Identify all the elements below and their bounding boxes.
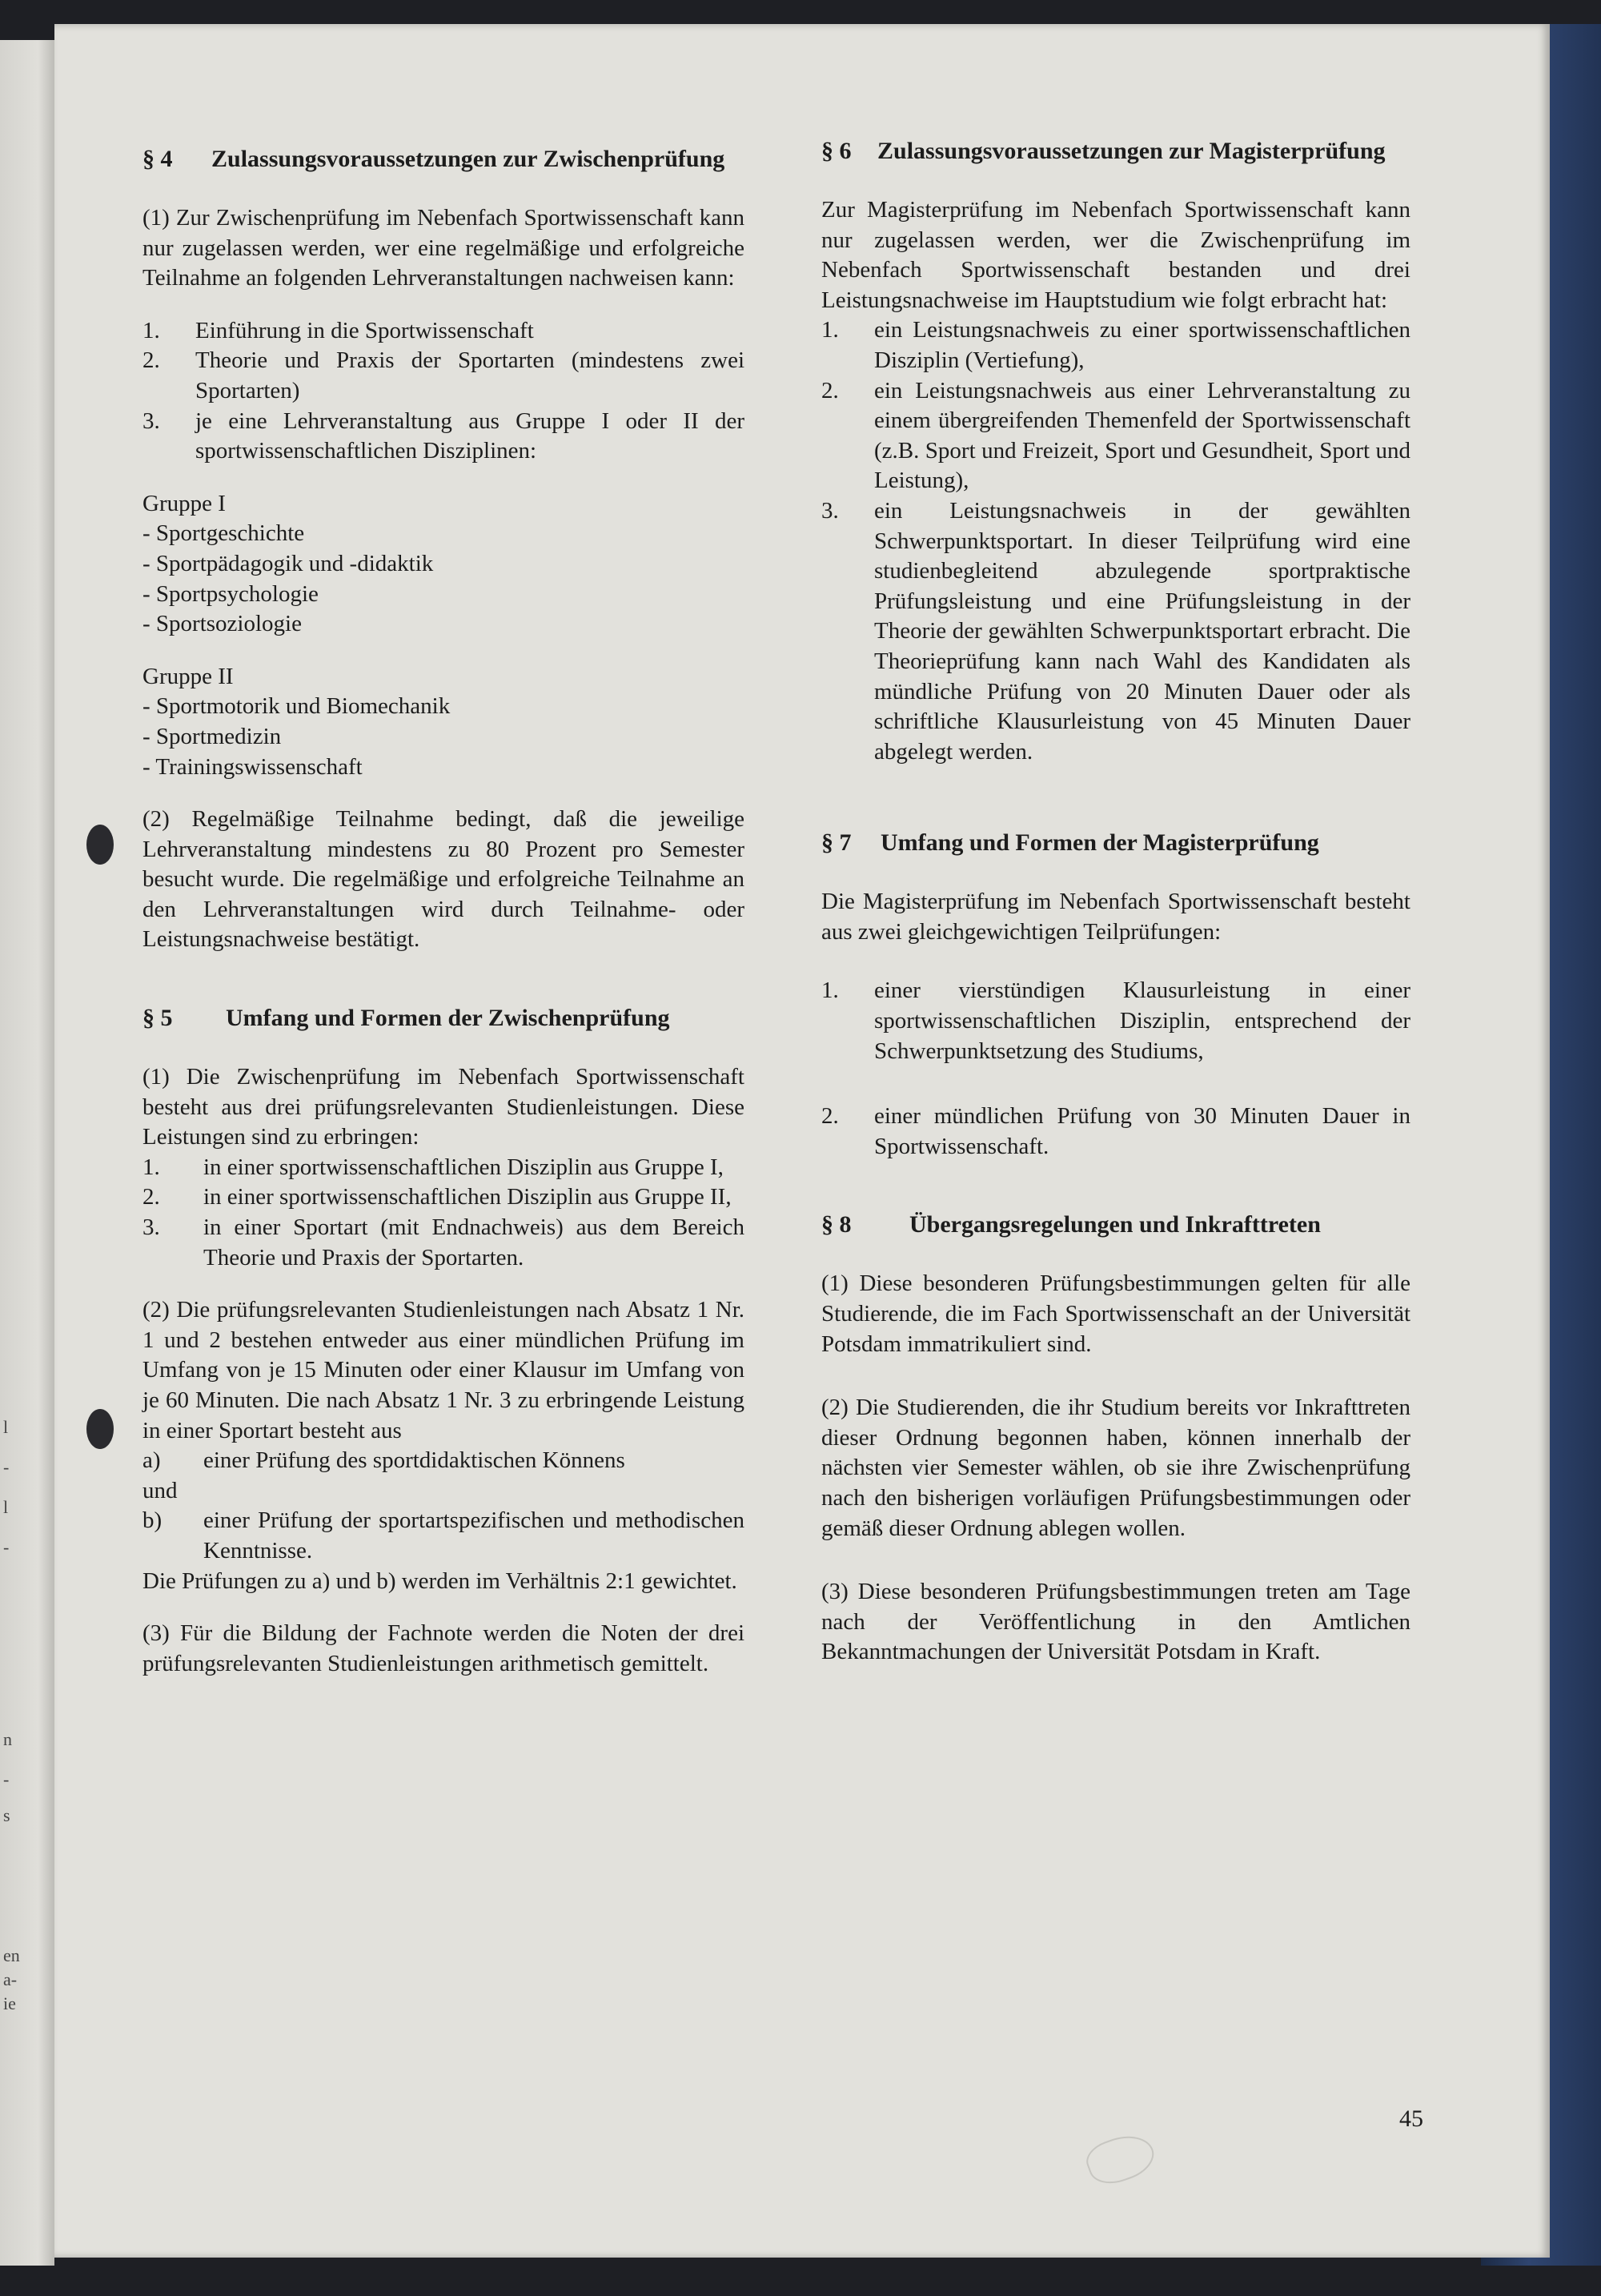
section-number: § 5: [142, 1005, 173, 1032]
paragraph: (3) Für die Bildung der Fachnote werden die Noten der drei prüfungsrelevanten Studienleistungen arithmetisch gemittelt.: [142, 1620, 744, 1676]
list-text: ein Leistungsnachweis in der gewählten Schwerpunktsportart. In dieser Teilprüfung wird eine studienbegleitend abzulegende sportpraktische Prüfungsleistung und eine Prüfungsleistung in der Theorie der gewählten Schwerpunktsportart erbracht. Die Theorieprüfung kann nach Wahl des Kandidaten als mündliche Prüfung von 20 Minuten Dauer oder als schriftliche Klausurleistung von 45 Minuten Dauer abgelegt werden.: [874, 497, 1410, 765]
list-item: [142, 1213, 744, 1273]
paragraph: (3) Diese besonderen Prüfungsbestimmungen treten am Tage nach der Veröffentlichung in den Amtlichen Bekanntmachungen der Universität Potsdam in Kraft.: [821, 1579, 1410, 1665]
list-number: 1.: [821, 977, 839, 1004]
list-text: Einführung in die Sportwissenschaft: [195, 317, 534, 343]
list-text: in einer sportwissenschaftlichen Disziplin aus Gruppe I,: [203, 1154, 724, 1180]
list-item: [821, 1102, 1410, 1162]
paragraph: Zur Magisterprüfung im Nebenfach Sportwissenschaft kann nur zugelassen werden, wer die Zwischenprüfung im Nebenfach Sportwissenschaft bestanden und drei Leistungsnachweise im Hauptstudium wie folgt erbracht hat:: [821, 197, 1410, 313]
list-text: ein Leistungsnachweis zu einer sportwissenschaftlichen Disziplin (Vertiefung),: [874, 317, 1410, 373]
list-text: je eine Lehrveranstaltung aus Gruppe I oder II der sportwissenschaftlichen Disziplinen:: [195, 407, 744, 464]
group-line: - Sportsoziologie: [142, 611, 302, 637]
list-text: einer Prüfung des sportdidaktischen Könnens: [203, 1447, 625, 1474]
list-item: [142, 316, 744, 347]
list-item: [821, 976, 1410, 1066]
pencil-smudge: [1081, 2127, 1159, 2190]
list-text: einer vierstündigen Klausurleistung in einer sportwissenschaftlichen Disziplin, entsprechend der Schwerpunktsetzung des Studiums,: [874, 977, 1410, 1064]
section-heading-7: [821, 828, 1410, 858]
list-item: [142, 407, 744, 467]
prev-page-fragment: s: [3, 1805, 10, 1825]
list-text: ein Leistungsnachweis aus einer Lehrveranstaltung zu einem übergreifenden Themenfeld der Sportwissenschaft (z.B. Sport und Freizeit, Sport und Gesundheit, Sport und Leistung),: [874, 377, 1410, 494]
list-text: Theorie und Praxis der Sportarten (mindestens zwei Sportarten): [195, 347, 744, 403]
list-item: [142, 1506, 744, 1566]
page-number: 45: [1399, 2105, 1423, 2132]
list-letter: b): [142, 1507, 163, 1534]
discipline-group-2: [142, 662, 744, 782]
previous-page-edge: [0, 40, 54, 2266]
list-number: 1.: [142, 1154, 160, 1180]
right-column: [821, 136, 1410, 1690]
group-line: - Sportmotorik und Biomechanik: [142, 693, 451, 720]
left-column: [142, 144, 744, 1701]
list-number: 1.: [142, 317, 160, 343]
section-heading-6: [821, 136, 1410, 167]
numbered-list: [142, 316, 744, 467]
prev-page-fragment: ie: [3, 1993, 16, 2013]
list-item: [142, 1446, 744, 1476]
conjunction: und: [142, 1477, 178, 1503]
list-item: [142, 346, 744, 406]
paragraph: Die Magisterprüfung im Nebenfach Sportwissenschaft besteht aus zwei gleichgewichtigen Teilprüfungen:: [821, 889, 1410, 945]
section-title: Umfang und Formen der Magisterprüfung: [881, 829, 1319, 857]
list-letter: a): [142, 1447, 161, 1474]
group-line: - Sportpsychologie: [142, 580, 319, 607]
group-line: - Sportmedizin: [142, 723, 282, 749]
section-number: § 8: [821, 1211, 852, 1238]
list-number: 3.: [142, 407, 160, 434]
group-line: - Sportpädagogik und -didaktik: [142, 550, 434, 576]
list-text: einer Prüfung der sportartspezifischen und methodischen Kenntnisse.: [203, 1507, 744, 1563]
paragraph: (1) Die Zwischenprüfung im Nebenfach Sportwissenschaft besteht aus drei prüfungsrelevanten Studienleistungen. Diese Leistungen sind zu erbringen:: [142, 1064, 744, 1150]
paragraph: (1) Zur Zwischenprüfung im Nebenfach Sportwissenschaft kann nur zugelassen werden, wer eine regelmäßige und erfolgreiche Teilnahme an folgenden Lehrveranstaltungen nachweisen kann:: [142, 205, 744, 291]
list-number: 2.: [821, 377, 839, 403]
list-number: 1.: [821, 317, 839, 343]
list-item: [821, 376, 1410, 496]
numbered-list: [821, 976, 1410, 1162]
group-line: - Trainingswissenschaft: [142, 753, 363, 780]
prev-page-fragment: en: [3, 1945, 20, 1965]
section-number: § 7: [821, 829, 852, 857]
numbered-list: [821, 315, 1410, 767]
list-item: [821, 315, 1410, 375]
prev-page-fragment: l: [3, 1497, 9, 1517]
group-line: Gruppe II: [142, 663, 234, 689]
section-heading-8: [821, 1210, 1410, 1240]
section-heading-4: [142, 144, 744, 175]
document-page: [54, 24, 1550, 2258]
prev-page-fragment: -: [3, 1769, 10, 1789]
section-title: Zulassungsvoraussetzungen zur Magisterprüfung: [877, 138, 1386, 164]
prev-page-fragment: l: [3, 1417, 9, 1437]
paragraph: (2) Regelmäßige Teilnahme bedingt, daß die jeweilige Lehrveranstaltung mindestens zu 80 Prozent pro Semester besucht wurde. Die regelmäßige und erfolgreiche Teilnahme an den Lehrveranstaltungen wird durch Teilnahme- oder Leistungsnachweise bestätigt.: [142, 806, 744, 953]
list-number: 2.: [142, 1184, 160, 1210]
paragraph: Die Prüfungen zu a) und b) werden im Verhältnis 2:1 gewichtet.: [142, 1567, 737, 1594]
paragraph: (1) Diese besonderen Prüfungsbestimmungen gelten für alle Studierende, die im Fach Sportwissenschaft an der Universität Potsdam immatrikuliert sind.: [821, 1270, 1410, 1357]
prev-page-fragment: -: [3, 1537, 10, 1557]
paragraph: (2) Die Studierenden, die ihr Studium bereits vor Inkrafttreten dieser Ordnung begonnen haben, können innerhalb der nächsten vier Semester wählen, ob sie ihre Zwischenprüfung nach den bisherigen vorläufigen Prüfungsbestimmungen oder gemäß dieser Ordnung ablegen wollen.: [821, 1395, 1410, 1541]
lettered-list: [142, 1446, 744, 1566]
list-item: [142, 1476, 744, 1507]
list-item: [142, 1153, 744, 1183]
discipline-group-1: [142, 489, 744, 640]
list-text: einer mündlichen Prüfung von 30 Minuten Dauer in Sportwissenschaft.: [874, 1103, 1410, 1159]
list-item: [821, 496, 1410, 767]
list-number: 3.: [142, 1214, 160, 1241]
list-number: 3.: [821, 497, 839, 524]
prev-page-fragment: n: [3, 1729, 12, 1749]
punch-hole: [86, 825, 114, 865]
section-title: Zulassungsvoraussetzungen zur Zwischenprüfung: [211, 146, 725, 172]
section-title: Übergangsregelungen und Inkrafttreten: [909, 1211, 1321, 1238]
list-text: in einer sportwissenschaftlichen Disziplin aus Gruppe II,: [203, 1184, 732, 1210]
section-number: § 6: [821, 138, 852, 164]
list-number: 2.: [821, 1103, 839, 1130]
numbered-list: [142, 1153, 744, 1273]
list-text: in einer Sportart (mit Endnachweis) aus dem Bereich Theorie und Praxis der Sportarten.: [203, 1214, 744, 1270]
prev-page-fragment: a-: [3, 1969, 18, 1989]
group-line: - Sportgeschichte: [142, 520, 305, 547]
section-title: Umfang und Formen der Zwischenprüfung: [226, 1005, 670, 1032]
section-heading-5: [142, 1003, 744, 1034]
prev-page-fragment: -: [3, 1457, 10, 1477]
list-number: 2.: [142, 347, 160, 374]
punch-hole: [86, 1409, 114, 1449]
paragraph: (2) Die prüfungsrelevanten Studienleistungen nach Absatz 1 Nr. 1 und 2 bestehen entweder aus einer mündlichen Prüfung im Umfang von je 15 Minuten oder einer Klausur im Umfang von je 60 Minuten. Die nach Absatz 1 Nr. 3 zu erbringende Leistung in einer Sportart besteht aus: [142, 1297, 744, 1443]
group-line: Gruppe I: [142, 490, 226, 516]
section-number: § 4: [142, 146, 173, 172]
list-item: [142, 1182, 744, 1213]
